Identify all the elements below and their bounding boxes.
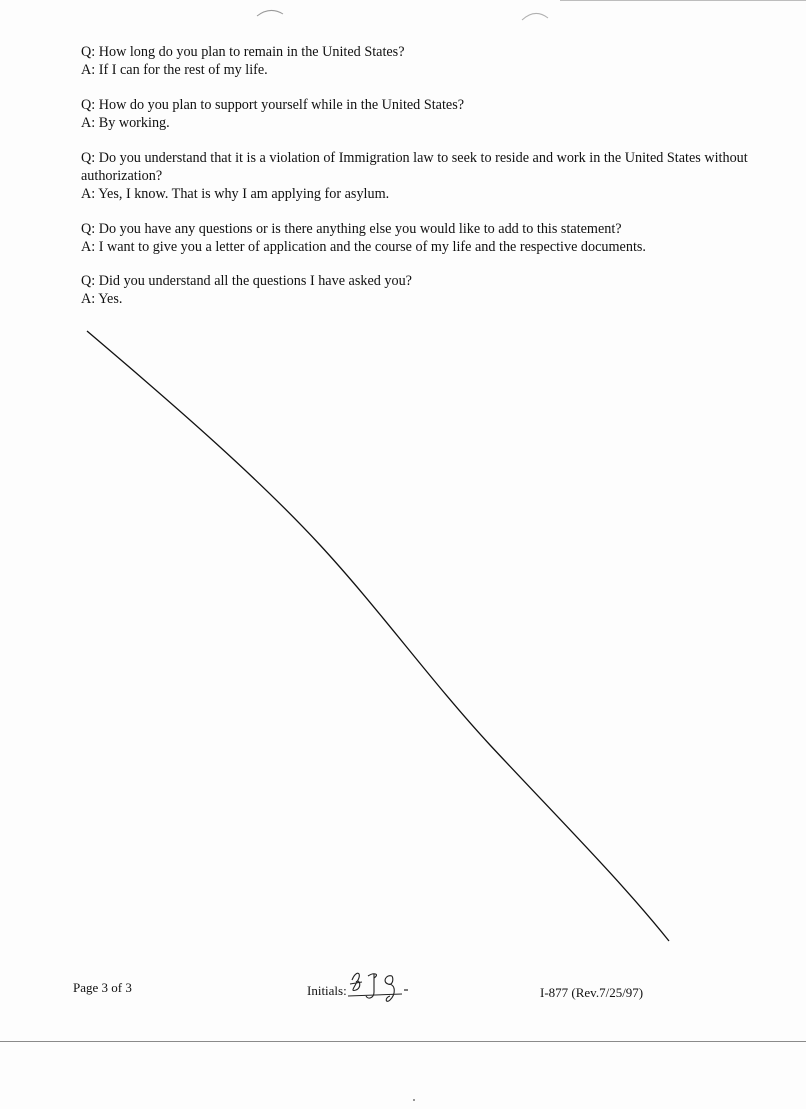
answer-text: A: I want to give you a letter of application and the course of my life and the respective documents. xyxy=(81,239,646,255)
answer-text: A: If I can for the rest of my life. xyxy=(81,62,268,78)
answer-text: A: Yes. xyxy=(81,291,123,307)
initials-label: Initials: xyxy=(307,983,347,998)
question-text: Q: Do you understand that it is a violation of Immigration law to seek to reside and work in the United States without authorization? xyxy=(81,150,748,184)
page-number: Page 3 of 3 xyxy=(73,980,132,995)
scan-artifact-arc-right xyxy=(520,8,550,22)
answer-text: A: Yes, I know. That is why I am applying for asylum. xyxy=(81,186,390,202)
answer-text: A: By working. xyxy=(81,115,170,131)
initials-signature xyxy=(344,966,416,1006)
question-text: Q: How long do you plan to remain in the United States? xyxy=(81,44,405,60)
scan-edge-line xyxy=(560,0,806,1)
page-edge-line xyxy=(0,1041,806,1042)
scan-artifact-arc-left xyxy=(255,6,285,18)
qa-item-support xyxy=(81,96,761,132)
qa-item-remain xyxy=(81,43,761,79)
form-number: I-877 (Rev.7/25/97) xyxy=(540,985,644,1000)
qa-item-violation xyxy=(81,149,761,203)
qa-item-understood xyxy=(81,272,761,308)
qa-item-questions xyxy=(81,220,761,256)
question-text: Q: Did you understand all the questions I have asked you? xyxy=(81,273,412,289)
question-text: Q: How do you plan to support yourself while in the United States? xyxy=(81,97,465,113)
question-text: Q: Do you have any questions or is there anything else you would like to add to this statement? xyxy=(81,221,622,237)
scan-artifact-dot xyxy=(412,1098,416,1102)
